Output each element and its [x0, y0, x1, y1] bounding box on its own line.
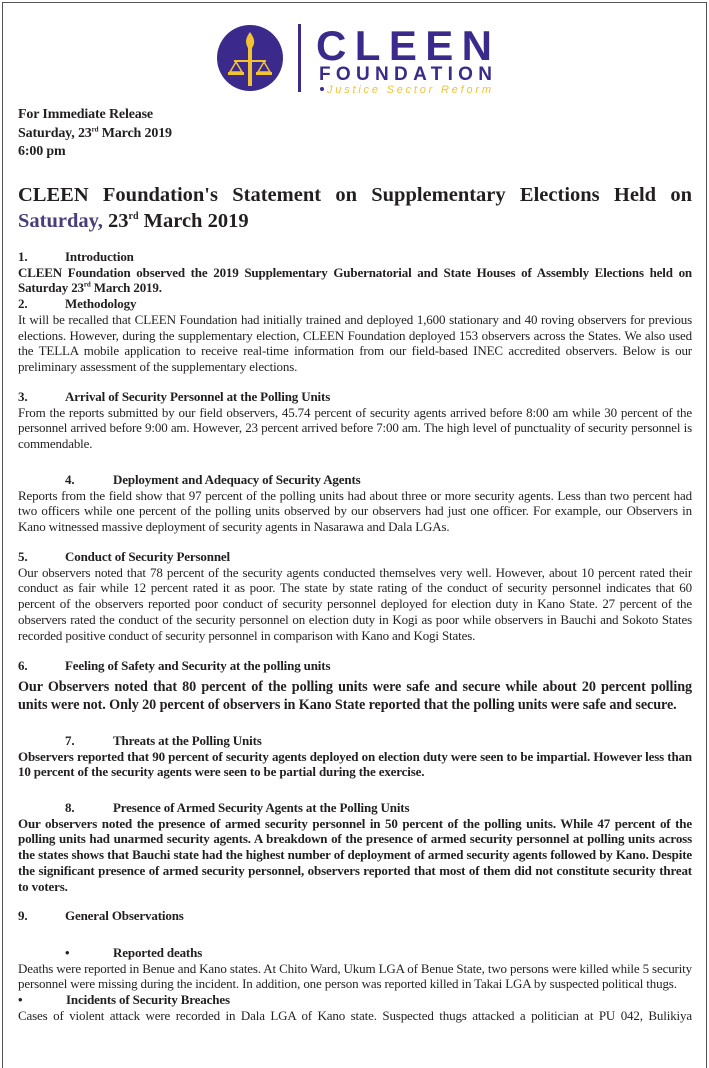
header-date-pre: Saturday, 23 [18, 125, 92, 141]
sections-5-heading: Feeling of Safety and Security at the polling units [65, 658, 331, 673]
sections-3-text: Reports from the field show that 97 percent of the polling units had about three or more security agents. Less than two percent had two officers while one percent of the polling units observed by our observers had just one officer. For example, our Observers in Kano witnessed massive deployment of security agents in Nasarawa and Dala LGAs. [18, 487, 692, 535]
bullet-icon: • [65, 945, 70, 960]
bullets-0-heading: Reported deaths [113, 945, 203, 960]
sections-0-text-pre: CLEEN Foundation observed the 2019 Supplementary Gubernatorial and State Houses of Assembly Elections held on Saturday 23 [18, 264, 692, 296]
section-threats [18, 733, 692, 780]
section-deployment [18, 472, 692, 535]
sections-7-text: Our observers noted the presence of armed security personnel in 50 percent of the polling units. While 47 percent of the polling units had unarmed security agents. A breakdown of the presence of armed security personnel at polling units across the states shows that Bauchi state had the highest number of deployment of armed security agents followed by Kano. Despite the significant presence of armed security personnel, observers reported that most of them did not constitute security threat to voters. [18, 815, 692, 894]
sections-0-text-post: March 2019. [90, 280, 162, 296]
release-header [18, 106, 692, 162]
header-date-sup: rd [91, 124, 99, 133]
sections-7-heading: Presence of Armed Security Agents at the Polling Units [113, 800, 410, 815]
bullet-icon: • [18, 992, 23, 1008]
sections-4-text: Our observers noted that 78 percent of the security agents conducted themselves very well. However, about 10 percent rated their conduct as fair while 12 percent rated it as poor. The state by state rating of the conduct of security personnel indicates that 60 percent of the observers reported poor conduct of security personnel deployed for election duty in Kano State. 27 percent of the observers rated the conduct of the security personnel on election duty in Kogi as poor while observers in Bauchi and Sokoto States recorded positive conduct of security personnel in comparison with Kano and Kogi States. [18, 564, 692, 643]
section-arrival [18, 389, 692, 452]
title-sat: Saturday, [18, 210, 103, 232]
release-time: 6:00 pm [18, 144, 66, 159]
bullets-0-text: Deaths were reported in Benue and Kano states. At Chito Ward, Ukum LGA of Benue State, two persons were killed while 5 security personnel were missing during the incident. In addition, one person was reported killed in Takai LGA by suspected political thugs. [18, 960, 692, 992]
logo-name: CLEEN [316, 22, 492, 69]
sections-5-text: Our Observers noted that 80 percent of the polling units were safe and secure while about 20 percent polling units were not. Only 20 percent of observers in Kano State reported that the polling units were safe and secure. [18, 678, 692, 714]
section-general-observations [18, 908, 692, 924]
sections-2-text: From the reports submitted by our field observers, 45.74 percent of security agents arrived before 8:00 am while 30 percent of the personnel arrived before 9:00 am. However, 23 percent arrived before 7:00 am. The high level of punctuality of security personnel is commendable. [18, 404, 692, 452]
title-num: 23 [102, 210, 129, 232]
section-text: It will be recalled that CLEEN Foundation had initially trained and deployed 1,600 stationary and 40 roving observers for previous elections. However, during the supplementary election, CLEEN Foundation deployed 153 observers across the States. We also used the TELLA mobile application to receive real-time information from our field-based INEC accredited observers. Below is our preliminary assessment of the supplementary elections. [18, 311, 692, 374]
logo-sub: FOUNDATION [319, 64, 492, 85]
section-heading: Introduction [65, 249, 134, 264]
release-date [18, 125, 692, 144]
sections-4-num: 5. [18, 549, 28, 564]
sections-0-num: 1. [18, 249, 28, 264]
page-title [18, 182, 692, 234]
sections-3-heading: Deployment and Adequacy of Security Agents [113, 472, 361, 487]
sections-4-heading: Conduct of Security Personnel [65, 549, 230, 564]
sections-2-heading: Arrival of Security Personnel at the Polling Units [65, 389, 331, 404]
bullet-reported-deaths [18, 945, 692, 1024]
cleen-foundation-logo [216, 20, 496, 96]
section-conduct [18, 549, 692, 643]
section-introduction [18, 249, 692, 375]
section-heading: Methodology [65, 296, 137, 312]
sections-7-num: 8. [65, 800, 75, 815]
section-armed-agents [18, 800, 692, 894]
logo-tagline: Justice Sector Reform [327, 84, 491, 96]
sections-2-num: 3. [18, 389, 28, 404]
title-post: March 2019 [138, 210, 249, 232]
title-sup: rd [128, 211, 139, 223]
bullets-1-text: Cases of violent attack were recorded in Dala LGA of Kano state. Suspected thugs attacked a politician at PU 042, Bulikiya [18, 1007, 692, 1023]
section-safety [18, 658, 692, 715]
sections-0-sup: rd [83, 281, 91, 290]
sections-5-num: 6. [18, 658, 28, 673]
bullets-1-heading: Incidents of Security Breaches [66, 992, 230, 1008]
sections-8-num: 9. [18, 908, 28, 923]
title-line1: CLEEN Foundation's Statement on Supplementary Elections Held on [18, 184, 692, 206]
sections-8-heading: General Observations [65, 908, 184, 923]
sections-6-num: 7. [65, 733, 75, 748]
header-date-post: March 2019 [98, 125, 172, 141]
sections-3-num: 4. [65, 472, 75, 487]
sections-6-text: Observers reported that 90 percent of security agents deployed on election duty were seen to be impartial. However less than 10 percent of the security agents were seen to be partial during the exercise. [18, 748, 692, 780]
release-label: For Immediate Release [18, 107, 153, 122]
sections-1-num: 2. [18, 296, 28, 312]
sections-6-heading: Threats at the Polling Units [113, 733, 262, 748]
